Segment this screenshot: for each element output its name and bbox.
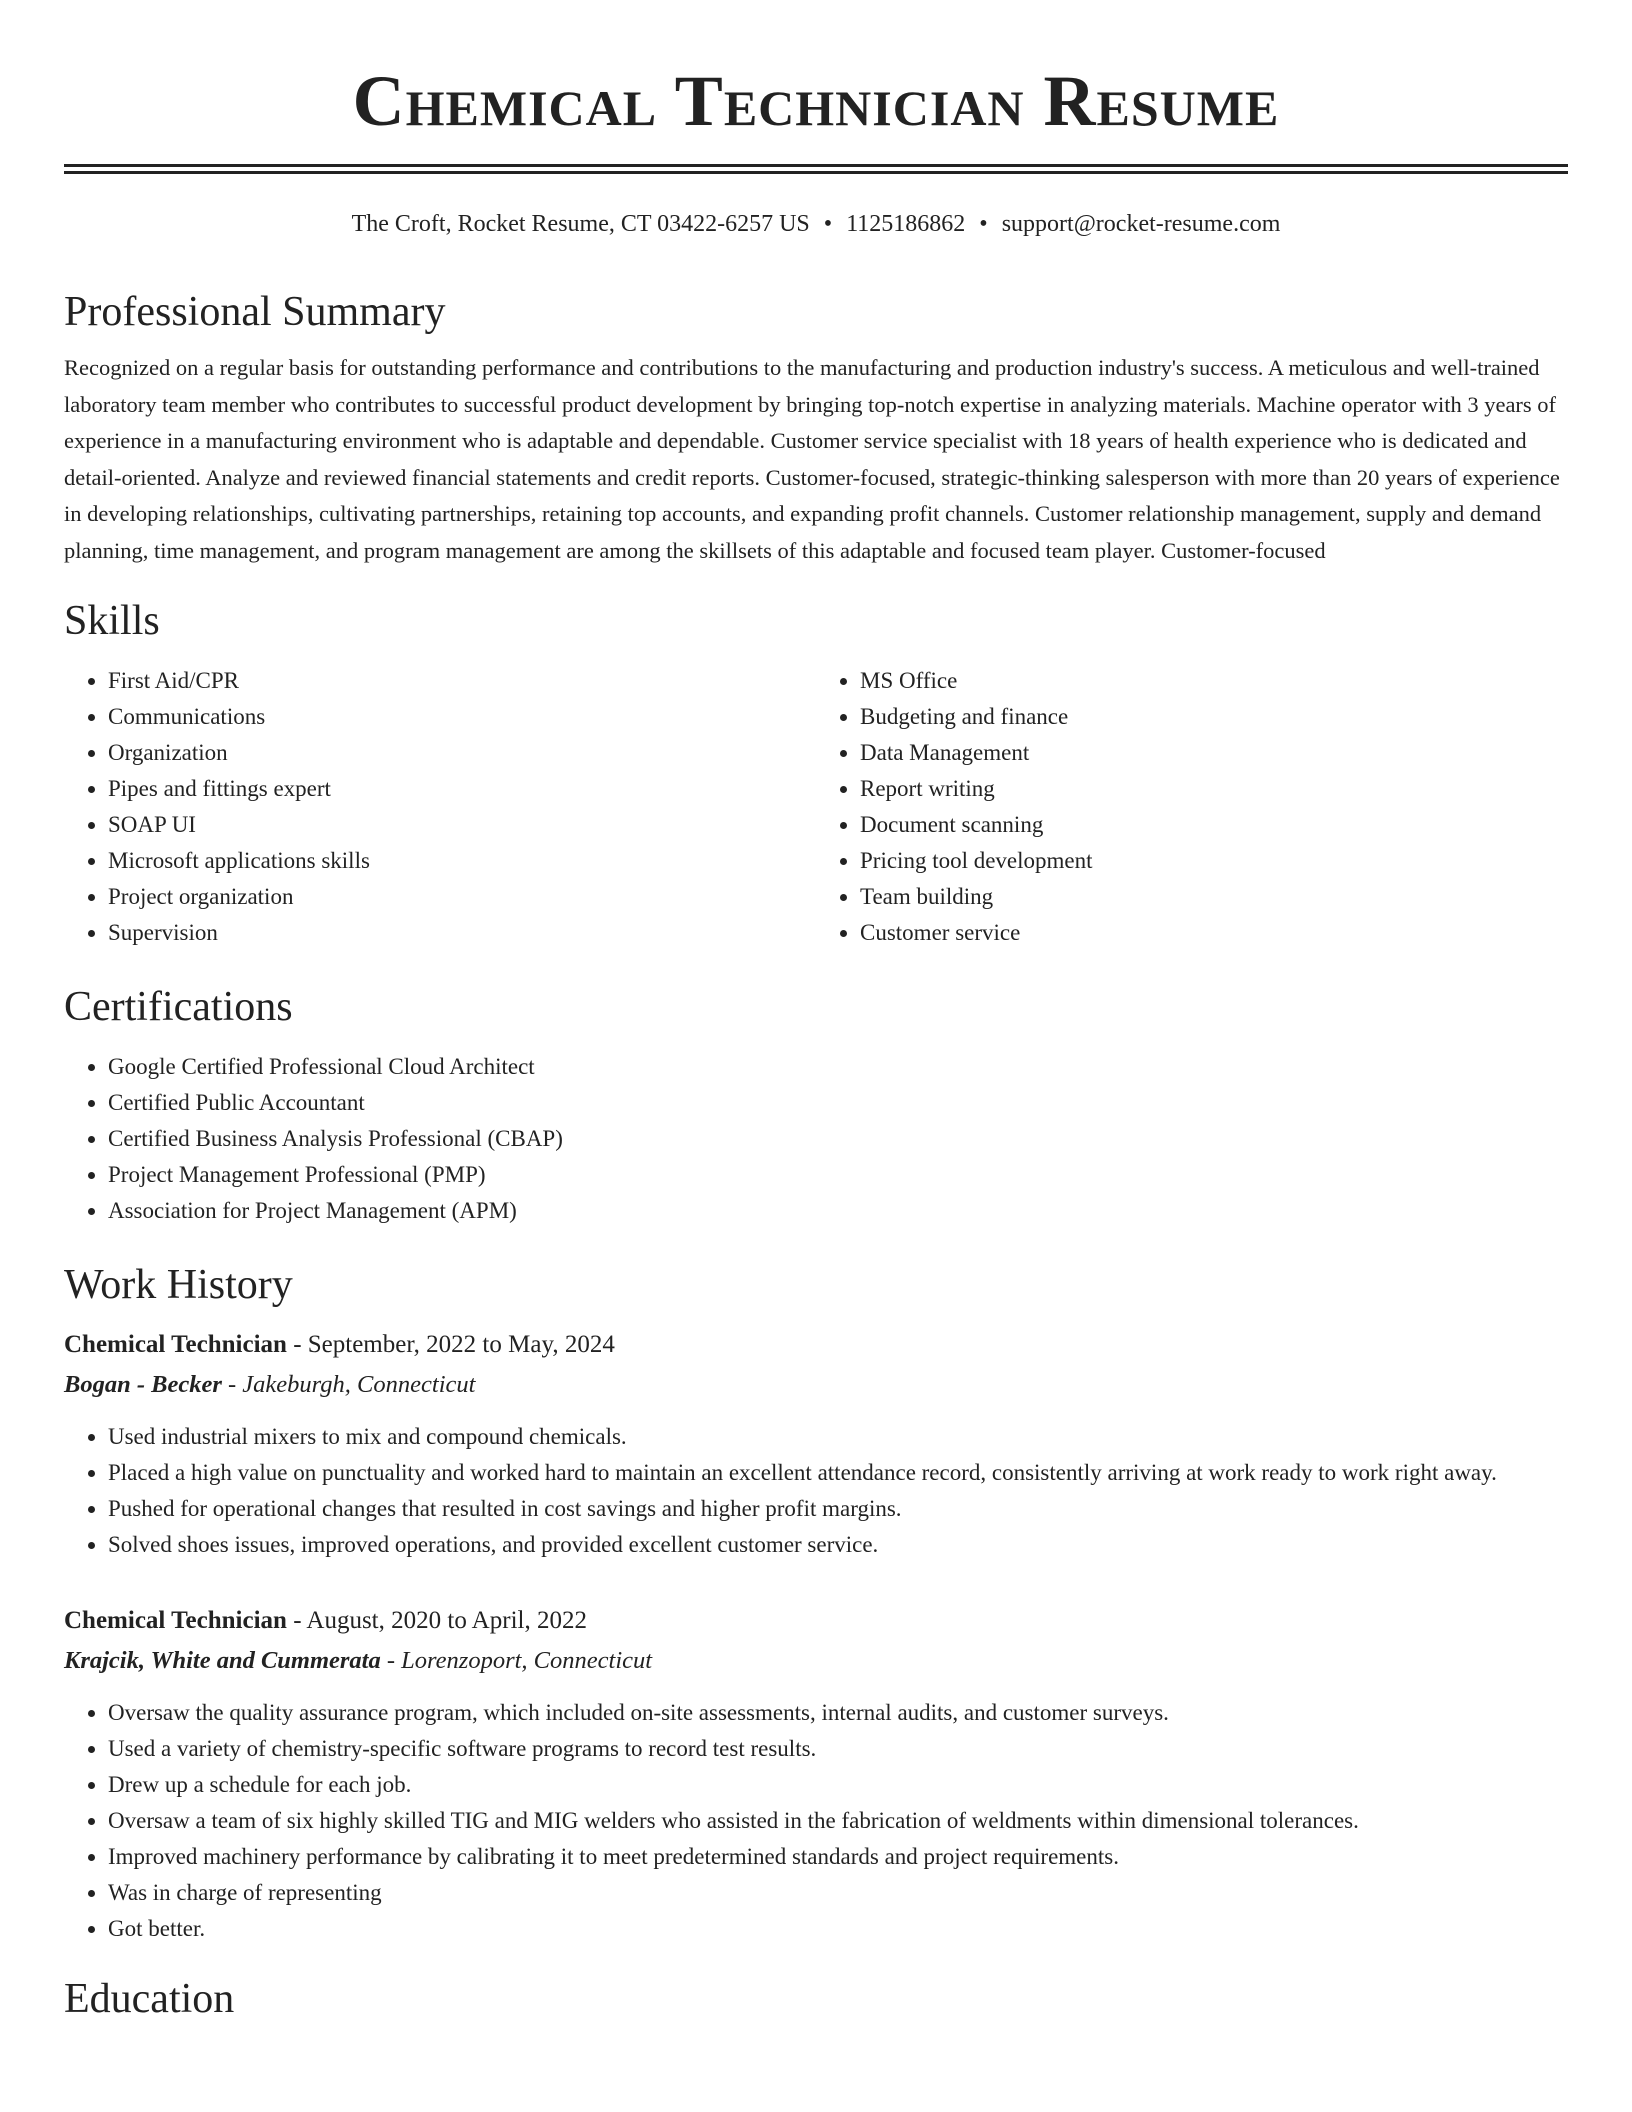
job-duty: • Oversaw the quality assurance program, which included on-site assessments, internal audits, and customer surveys. [108, 1695, 1568, 1731]
job-duty: • Improved machinery performance by calibrating it to meet predetermined standards and project requirements. [108, 1839, 1568, 1875]
job-duty: • Pushed for operational changes that resulted in cost savings and higher profit margins. [108, 1491, 1568, 1527]
job-duties-list [64, 1695, 1568, 1947]
contact-separator: • [823, 211, 833, 237]
skill-item: • SOAP UI [108, 807, 816, 843]
skill-item: • Data Management [860, 735, 1568, 771]
education-section [64, 1973, 1568, 2025]
skill-item: • Budgeting and finance [860, 699, 1568, 735]
job-title-line: Chemical Technician - August, 2020 to April, 2022 [64, 1607, 587, 1634]
job-company-line: Bogan - Becker - Jakeburgh, Connecticut [64, 1371, 476, 1398]
contact-email: support@rocket-resume.com [1001, 211, 1281, 237]
skills-left-column [64, 663, 816, 951]
certification-item: • Association for Project Management (APM) [108, 1193, 1568, 1229]
skill-item: • First Aid/CPR [108, 663, 816, 699]
job-title: Chemical Technician [64, 1331, 287, 1358]
skill-item: • Microsoft applications skills [108, 843, 816, 879]
certification-item: • Google Certified Professional Cloud Architect [108, 1049, 1568, 1085]
certification-item: • Certified Business Analysis Professional (CBAP) [108, 1121, 1568, 1157]
job-duty: • Used industrial mixers to mix and compound chemicals. [108, 1419, 1568, 1455]
education-heading: Education [64, 1976, 235, 2022]
summary-heading: Professional Summary [64, 289, 446, 335]
job-duty: • Drew up a schedule for each job. [108, 1767, 1568, 1803]
resume-title: Chemical Technician Resume [352, 61, 1280, 141]
skill-item: • Supervision [108, 915, 816, 951]
job-entry [64, 1325, 1568, 1563]
certifications-heading: Certifications [64, 984, 293, 1030]
job-duty: • Was in charge of representing [108, 1875, 1568, 1911]
skill-item: • Report writing [860, 771, 1568, 807]
work-history-heading: Work History [64, 1262, 293, 1308]
job-company: Krajcik, White and Cummerata [64, 1647, 381, 1674]
skill-item: • Communications [108, 699, 816, 735]
job-entry [64, 1601, 1568, 1947]
title-divider [64, 164, 1568, 174]
contact-address: The Croft, Rocket Resume, CT 03422-6257 US [351, 211, 810, 237]
certification-item: • Certified Public Accountant [108, 1085, 1568, 1121]
summary-text: Recognized on a regular basis for outstanding performance and contributions to the manufacturing and production industry's success. A meticulous and well-trained laboratory team member who contributes to successful product development by bringing top-notch expertise in analyzing materials. Machine operator with 3 years of experience in a manufacturing environment who is adaptable and dependable. Customer service specialist with 18 years of health experience who is dedicated and detail-oriented. Analyze and reviewed financial statements and credit reports. Customer-focused, strategic-thinking salesperson with more than 20 years of experience in developing relationships, cultivating partnerships, retaining top accounts, and expanding profit channels. Customer relationship management, supply and demand planning, time management, and program management are among the skillsets of this adaptable and focused team player. Customer-focused [64, 355, 1560, 563]
contact-phone: 1125186862 [846, 211, 966, 237]
job-location: Jakeburgh, Connecticut [242, 1371, 476, 1398]
skill-item: • Project organization [108, 879, 816, 915]
skills-right-column [816, 663, 1568, 951]
job-location: Lorenzoport, Connecticut [401, 1647, 653, 1674]
skill-item: • Pricing tool development [860, 843, 1568, 879]
job-dates: August, 2020 to April, 2022 [306, 1607, 587, 1634]
skills-grid [64, 663, 1568, 951]
certification-item: • Project Management Professional (PMP) [108, 1157, 1568, 1193]
job-duty: • Placed a high value on punctuality and worked hard to maintain an excellent attendance record, consistently arriving at work ready to work right away. [108, 1455, 1568, 1491]
job-dates: September, 2022 to May, 2024 [307, 1331, 615, 1358]
skills-section [64, 595, 1568, 951]
resume-page [64, 0, 1568, 2025]
contact-line [64, 208, 1568, 240]
skill-item: • Document scanning [860, 807, 1568, 843]
certifications-section [64, 981, 1568, 1229]
contact-separator: • [979, 211, 988, 237]
skill-item: • MS Office [860, 663, 1568, 699]
job-title-line: Chemical Technician - September, 2022 to May, 2024 [64, 1331, 615, 1358]
skills-heading: Skills [64, 598, 160, 644]
job-duty: • Used a variety of chemistry-specific software programs to record test results. [108, 1731, 1568, 1767]
job-duty: • Got better. [108, 1911, 1568, 1947]
skill-item: • Pipes and fittings expert [108, 771, 816, 807]
job-duty: • Solved shoes issues, improved operations, and provided excellent customer service. [108, 1527, 1568, 1563]
job-duties-list [64, 1419, 1568, 1563]
certifications-list [64, 1049, 1568, 1229]
job-company: Bogan - Becker [64, 1371, 222, 1398]
job-duty: • Oversaw a team of six highly skilled TIG and MIG welders who assisted in the fabrication of weldments within dimensional tolerances. [108, 1803, 1568, 1839]
work-history-section [64, 1259, 1568, 1947]
job-company-line: Krajcik, White and Cummerata - Lorenzoport, Connecticut [64, 1647, 653, 1674]
skill-item: • Organization [108, 735, 816, 771]
skill-item: • Customer service [860, 915, 1568, 951]
skill-item: • Team building [860, 879, 1568, 915]
summary-section [64, 286, 1568, 569]
job-title: Chemical Technician [64, 1607, 287, 1634]
